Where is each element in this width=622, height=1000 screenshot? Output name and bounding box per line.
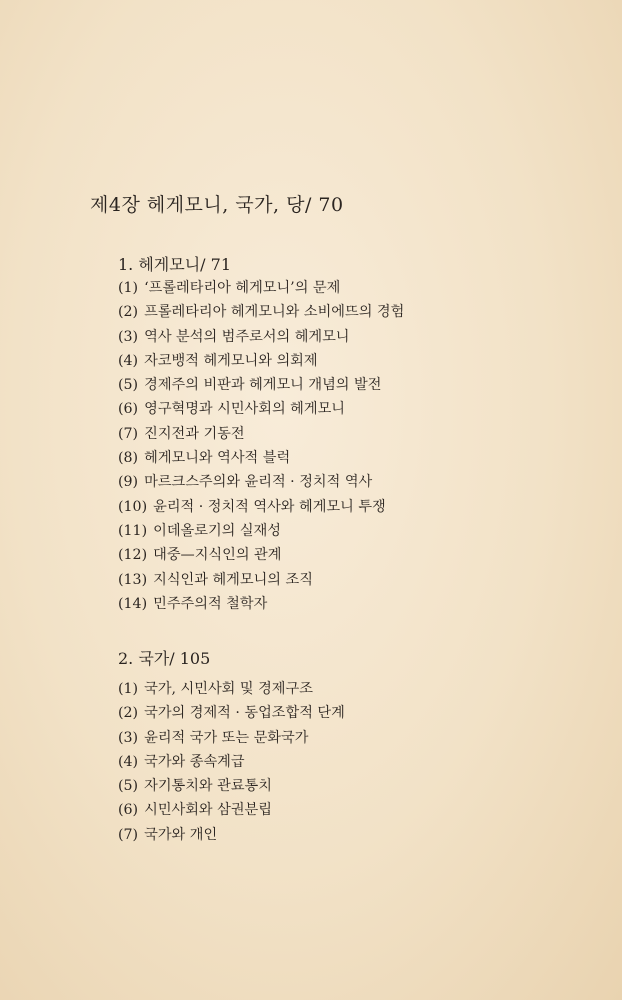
toc-entry-number: (6) <box>118 802 139 819</box>
toc-entry-text: 진지전과 기동전 <box>144 425 245 442</box>
toc-entry-number: (4) <box>118 753 139 770</box>
toc-entry-number: (14) <box>118 595 148 612</box>
toc-entry <box>118 823 345 847</box>
toc-entry-number: (9) <box>118 474 139 491</box>
toc-entry-text: 역사 분석의 범주로서의 헤게모니 <box>144 328 350 345</box>
toc-entry-text: 대중—지식인의 관계 <box>153 547 282 564</box>
toc-entry-text: 헤게모니와 역사적 블럭 <box>144 450 291 467</box>
toc-entry-number: (12) <box>118 547 148 564</box>
toc-entry-number: (7) <box>118 425 139 442</box>
toc-entry <box>118 276 404 300</box>
toc-entry <box>118 701 345 725</box>
toc-entry <box>118 422 404 446</box>
toc-entry-number: (11) <box>118 522 148 539</box>
toc-entry-number: (8) <box>118 450 139 467</box>
toc-entry-text: 프롤레타리아 헤게모니와 소비에뜨의 경험 <box>144 304 405 321</box>
toc-entry-text: 국가, 시민사회 및 경제구조 <box>144 681 313 697</box>
toc-entry-number: (2) <box>118 304 139 321</box>
toc-entry-number: (5) <box>118 377 139 394</box>
toc-entry-number: (2) <box>118 705 139 722</box>
toc-entry-number: (1) <box>118 280 139 296</box>
toc-entry-text: 이데올로기의 실재성 <box>153 522 281 539</box>
toc-entry-text: 마르크스주의와 윤리적 · 정치적 역사 <box>144 474 373 491</box>
section-2-item-list <box>118 677 345 847</box>
toc-entry-number: (4) <box>118 352 139 369</box>
toc-entry-text: 영구혁명과 시민사회의 헤게모니 <box>144 401 346 418</box>
toc-entry <box>118 300 404 324</box>
toc-entry <box>118 543 404 567</box>
toc-entry <box>118 325 404 349</box>
toc-entry-number: (6) <box>118 401 139 418</box>
toc-entry-text: 국가의 경제적 · 동업조합적 단계 <box>144 705 345 722</box>
toc-entry <box>118 726 345 750</box>
toc-entry <box>118 798 345 822</box>
toc-entry-number: (7) <box>118 826 139 843</box>
toc-entry-text: 자기통치와 관료통치 <box>144 778 272 795</box>
toc-entry-text: 윤리적 국가 또는 문화국가 <box>144 729 309 746</box>
toc-entry-text: 자코뱅적 헤게모니와 의회제 <box>144 352 318 369</box>
toc-entry-number: (3) <box>118 729 139 746</box>
toc-entry <box>118 446 404 470</box>
toc-entry <box>118 397 404 421</box>
toc-entry <box>118 568 404 592</box>
toc-entry-text: 시민사회와 삼권분립 <box>144 802 272 819</box>
toc-entry-text: 국가와 개인 <box>144 826 218 843</box>
section-heading-hegemony: 1. 헤게모니/ 71 <box>118 255 232 274</box>
chapter-title: 제4장 헤게모니, 국가, 당/ 70 <box>90 194 344 216</box>
toc-entry-text: 윤리적 · 정치적 역사와 헤게모니 투쟁 <box>153 498 386 515</box>
toc-entry-text: 국가와 종속계급 <box>144 753 245 770</box>
toc-entry-text: 지식인과 헤게모니의 조직 <box>153 571 313 588</box>
toc-entry-number: (3) <box>118 328 139 345</box>
toc-entry <box>118 349 404 373</box>
toc-entry <box>118 373 404 397</box>
toc-entry-text: ‘프롤레타리아 헤게모니’의 문제 <box>144 280 341 296</box>
section-1-item-list <box>118 276 404 616</box>
toc-entry <box>118 750 345 774</box>
section-heading-state: 2. 국가/ 105 <box>118 649 211 668</box>
toc-entry <box>118 774 345 798</box>
toc-entry-text: 민주주의적 철학자 <box>153 595 268 612</box>
toc-entry-number: (5) <box>118 778 139 795</box>
toc-entry <box>118 470 404 494</box>
toc-entry <box>118 592 404 616</box>
toc-entry <box>118 495 404 519</box>
toc-entry-number: (1) <box>118 681 139 697</box>
toc-entry-number: (13) <box>118 571 148 588</box>
toc-entry <box>118 677 345 701</box>
toc-entry <box>118 519 404 543</box>
toc-entry-text: 경제주의 비판과 헤게모니 개념의 발전 <box>144 377 382 394</box>
toc-entry-number: (10) <box>118 498 148 515</box>
